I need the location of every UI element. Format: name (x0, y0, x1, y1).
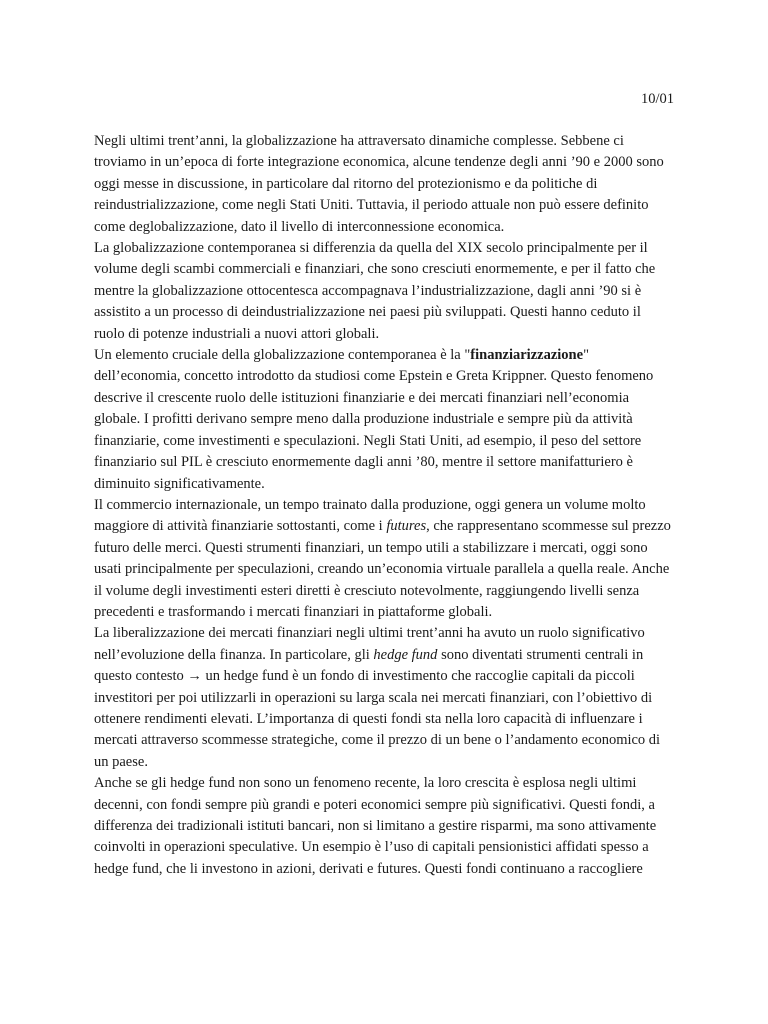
paragraph-financialization (94, 345, 674, 495)
paragraph-futures (94, 495, 674, 623)
italic-term-futures: futures (386, 518, 427, 535)
paragraph-hedge-fund-definition (94, 623, 674, 773)
text-run: Il commercio internazionale, un tempo trainato dalla produzione, oggi genera un volume molto maggiore di attività finanziarie sottostanti, come i (94, 496, 646, 535)
text-run: " dell’economia, concetto introdotto da studiosi come Epstein e Greta Krippner. Questo fenomeno descrive il crescente ruolo delle istituzioni finanziarie e dei mercati finanziari nell’economia globale. I profitti derivano sempre meno dalla produzione industriale e sempre più da attività finanziarie, come investimenti e speculazioni. Negli Stati Uniti, ad esempio, il peso del settore finanziario sul PIL è cresciuto enormemente dagli anni ’80, mentre il settore manifatturiero è diminuito significativamente. (94, 347, 654, 492)
bold-term-finanziarizzazione: finanziarizzazione (470, 347, 584, 364)
document-body (94, 131, 674, 880)
italic-term-hedge-fund: hedge fund (373, 646, 438, 663)
page-date: 10/01 (640, 91, 674, 107)
paragraph-globalization-intro: Negli ultimi trent’anni, la globalizzazione ha attraversato dinamiche complesse. Sebbene ci troviamo in un’epoca di forte integrazione economica, alcune tendenze degli anni ’90 e 2000 sono oggi messe in discussione, in particolare dal ritorno del protezionismo e da politiche di reindustrializzazione, come negli Stati Uniti. Tuttavia, il periodo attuale non può essere definito come deglobalizzazione, dato il livello di interconnessione economica. (94, 133, 664, 235)
text-run: La liberalizzazione dei mercati finanziari negli ultimi trent’anni ha avuto un ruolo significativo nell’evoluzione della finanza. In particolare, gli (94, 625, 645, 663)
text-run: sono diventati strumenti centrali in questo contesto → un hedge fund è un fondo di investimento che raccoglie capitali da piccoli investitori per poi utilizzarli in operazioni su larga scala nei mercati finanziari, con l’obiettivo di ottenere rendimenti elevati. L’importanza di questi fondi sta nella loro capacità di influenzare i mercati attraverso scommesse strategiche, come il prezzo di un bene o l’andamento economico di un paese. (94, 646, 661, 770)
text-run: , che rappresentano scommesse sul prezzo futuro delle merci. Questi strumenti finanziari, un tempo utili a stabilizzare i mercati, oggi sono usati principalmente per speculazioni, creando un’economia virtuale parallela a quella reale. Anche il volume degli investimenti esteri diretti è cresciuto notevolmente, raggiungendo livelli senza precedenti e trasformando i mercati finanziari in piattaforme globali. (94, 518, 671, 620)
paragraph-xix-century-comparison: La globalizzazione contemporanea si differenzia da quella del XIX secolo principalmente per il volume degli scambi commerciali e finanziari, che sono cresciuti enormemente, e per il fatto che mentre la globalizzazione ottocentesca accompagnava l’industrializzazione, dagli anni ’90 si è assistito a un processo di deindustrializzazione nei paesi più sviluppati. Questi hanno ceduto il ruolo di potenze industriali a nuovi attori globali. (94, 240, 656, 342)
text-run: Un elemento cruciale della globalizzazione contemporanea è la " (94, 347, 471, 364)
paragraph-hedge-fund-growth: Anche se gli hedge fund non sono un fenomeno recente, la loro crescita è esplosa negli ultimi decenni, con fondi sempre più grandi e poteri economici sempre più significativi. Questi fondi, a differenza dei tradizionali istituti bancari, non si limitano a gestire risparmi, ma sono attivamente coinvolti in operazioni speculative. Un esempio è l’uso di capitali pensionistici affidati spesso a hedge fund, che li investono in azioni, derivati e futures. Questi fondi continuano a raccogliere (94, 775, 657, 877)
